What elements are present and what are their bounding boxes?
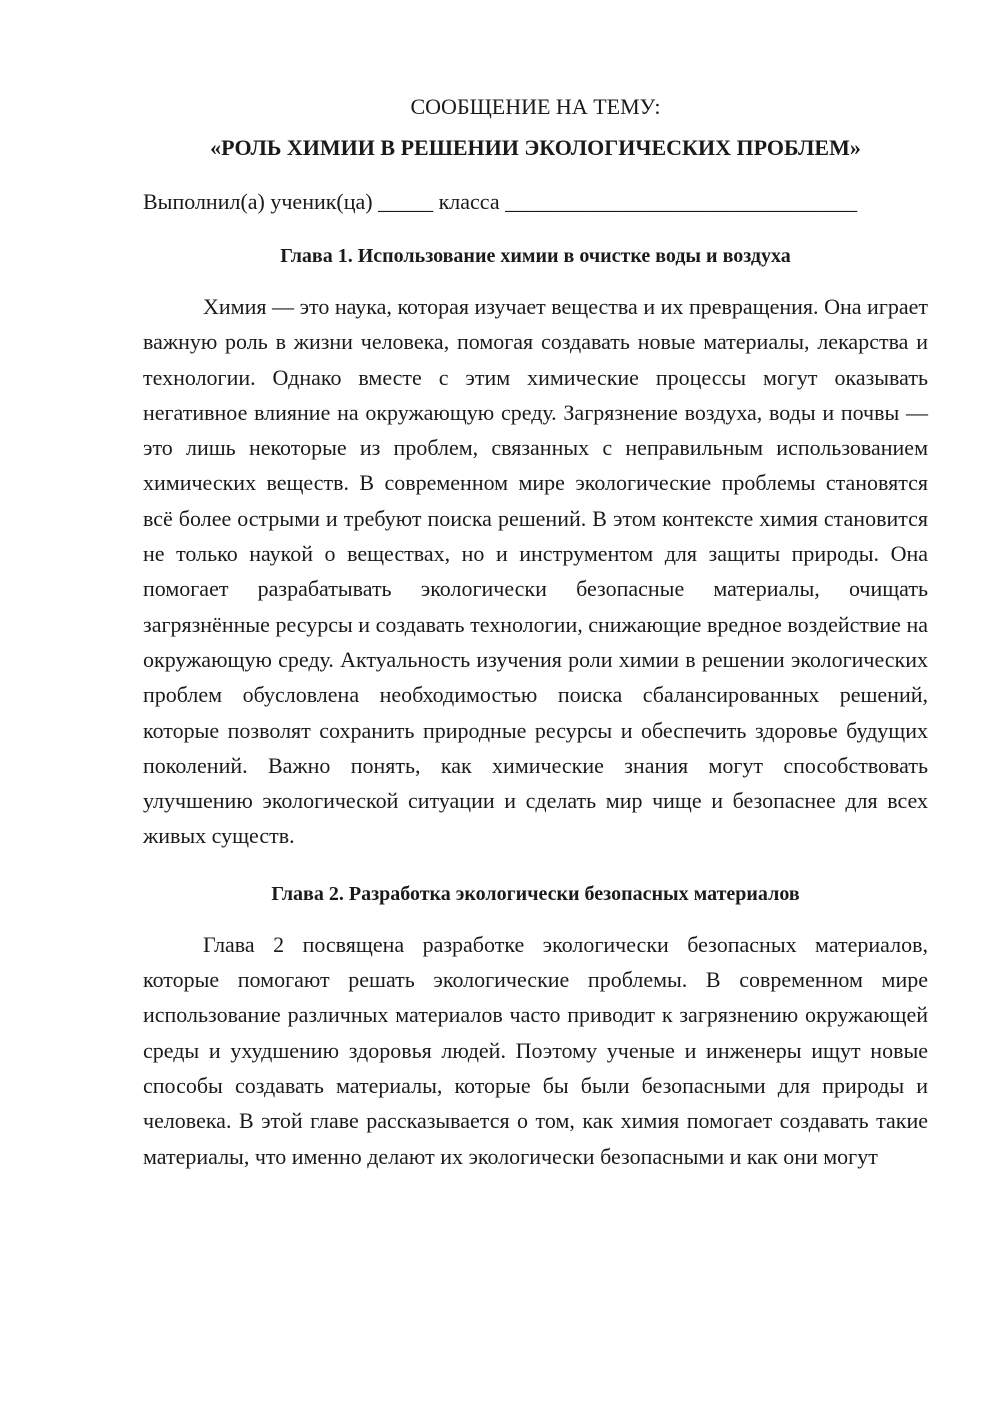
author-line: Выполнил(а) ученик(ца) _____ класса ________________________________ (143, 189, 858, 214)
chapter-2-title: Глава 2. Разработка экологически безопасных материалов (271, 882, 800, 905)
chapter-1-title: Глава 1. Использование химии в очистке воды и воздуха (280, 245, 791, 267)
document-title-line-1: СООБЩЕНИЕ НА ТЕМУ: (410, 94, 661, 119)
chapter-1-paragraph: Химия — это наука, которая изучает вещества и их превращения. Она играет важную роль в жизни человека, помогая создавать новые материалы, лекарства и технологии. Однако вместе с этим химические процессы могут оказывать негативное влияние на окружающую среду. Загрязнение воздуха, воды и почвы — это лишь некоторые из проблем, связанных с неправильным использованием химических веществ. В современном мире экологические проблемы становятся всё более острыми и требуют поиска решений. В этом контексте химия становится не только наукой о веществах, но и инструментом для защиты природы. Она помогает разрабатывать экологически безопасные материалы, очищать загрязнённые ресурсы и создавать технологии, снижающие вредное воздействие на окружающую среду. Актуальность изучения роли химии в решении экологических проблем обусловлена необходимостью поиска сбалансированных решений, которые позволят сохранить природные ресурсы и обеспечить здоровье будущих поколений. Важно понять, как химические знания могут способствовать улучшению экологической ситуации и сделать мир чище и безопаснее для всех живых существ. (143, 294, 928, 849)
document-content (143, 92, 928, 1174)
document-title-line-2: «РОЛЬ ХИМИИ В РЕШЕНИИ ЭКОЛОГИЧЕСКИХ ПРОБЛЕМ» (210, 135, 861, 160)
chapter-2-paragraph: Глава 2 посвящена разработке экологически безопасных материалов, которые помогают решать экологические проблемы. В современном мире использование различных материалов часто приводит к загрязнению окружающей среды и ухудшению здоровья людей. Поэтому ученые и инженеры ищут новые способы создавать материалы, которые бы были безопасными для природы и человека. В этой главе рассказывается о том, как химия помогает создавать такие материалы, что именно делают их экологически безопасными и как они могут (143, 931, 928, 1169)
